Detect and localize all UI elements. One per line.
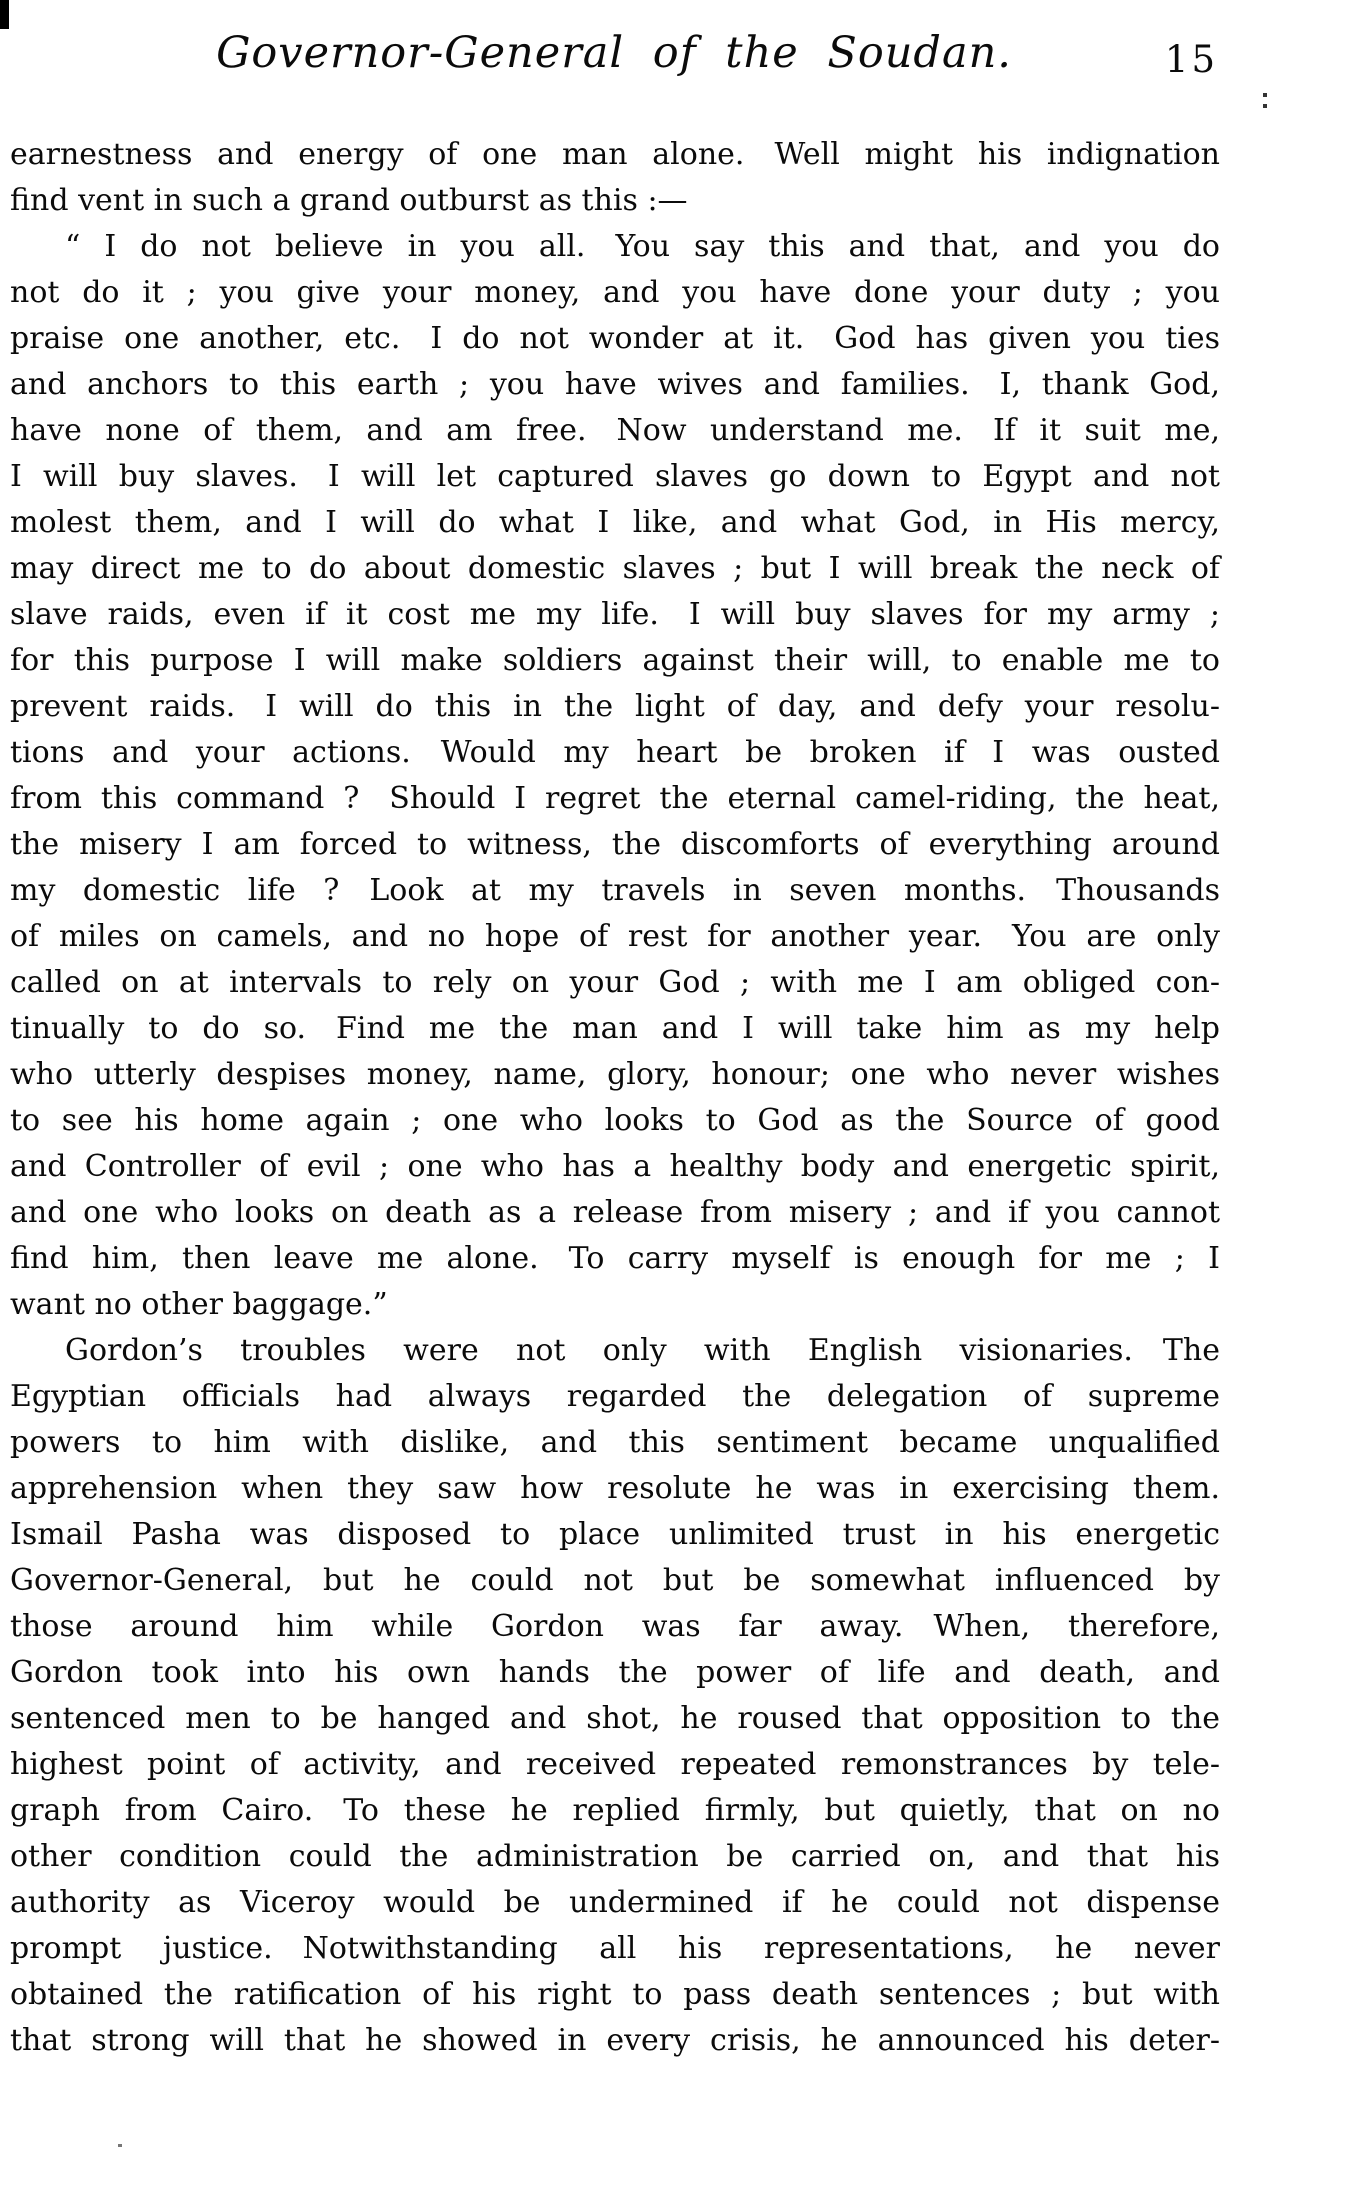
text-line: Gordon’s troubles were not only with English visionaries. The: [65, 1333, 1220, 1368]
scan-artifact-speck: [118, 2144, 122, 2147]
text-line: find him, then leave me alone. To carry myself is enough for me ; I: [10, 1241, 1220, 1276]
text-line: for this purpose I will make soldiers against their will, to enable me to: [10, 643, 1220, 678]
running-header: [8, 24, 1220, 98]
text-line: other condition could the administration be carried on, and that his: [10, 1839, 1220, 1874]
text-line: graph from Cairo. To these he replied firmly, but quietly, that on no: [10, 1793, 1220, 1828]
text-line: highest point of activity, and received repeated remonstrances by tele-: [10, 1747, 1220, 1782]
text-line: the misery I am forced to witness, the discomforts of everything around: [10, 827, 1220, 862]
text-line: tions and your actions. Would my heart be broken if I was ousted: [10, 735, 1220, 770]
text-line: of miles on camels, and no hope of rest for another year. You are only: [10, 919, 1220, 954]
scan-artifact-speck: [1263, 93, 1267, 97]
text-line: called on at intervals to rely on your God ; with me I am obliged con-: [10, 965, 1220, 1000]
text-line: want no other baggage.”: [10, 1287, 388, 1322]
text-line: I will buy slaves. I will let captured slaves go down to Egypt and not: [10, 459, 1220, 494]
text-line: and anchors to this earth ; you have wives and families. I, thank God,: [10, 367, 1220, 402]
text-line: those around him while Gordon was far away. When, therefore,: [10, 1609, 1220, 1644]
text-line: may direct me to do about domestic slaves ; but I will break the neck of: [10, 551, 1220, 586]
text-line: apprehension when they saw how resolute he was in exercising them.: [10, 1471, 1220, 1506]
text-line: Gordon took into his own hands the power of life and death, and: [10, 1655, 1220, 1690]
text-line: Governor-General, but he could not but be somewhat influenced by: [10, 1563, 1220, 1598]
text-line: praise one another, etc. I do not wonder at it. God has given you ties: [10, 321, 1220, 356]
text-line: from this command ? Should I regret the eternal camel-riding, the heat,: [10, 781, 1220, 816]
text-line: obtained the ratification of his right to pass death sentences ; but with: [10, 1977, 1220, 2012]
text-line: molest them, and I will do what I like, and what God, in His mercy,: [10, 505, 1220, 540]
text-line: to see his home again ; one who looks to God as the Source of good: [10, 1103, 1220, 1138]
text-line: that strong will that he showed in every crisis, he announced his deter-: [10, 2023, 1220, 2058]
text-line: have none of them, and am free. Now understand me. If it suit me,: [10, 413, 1220, 448]
text-line: Ismail Pasha was disposed to place unlimited trust in his energetic: [10, 1517, 1220, 1552]
text-line: earnestness and energy of one man alone. Well might his indignation: [10, 137, 1220, 172]
text-line: my domestic life ? Look at my travels in seven months. Thousands: [10, 873, 1220, 908]
text-line: tinually to do so. Find me the man and I will take him as my help: [10, 1011, 1220, 1046]
page-number: 15: [1164, 38, 1218, 81]
body-text: [10, 132, 1220, 2064]
text-line: and Controller of evil ; one who has a healthy body and energetic spirit,: [10, 1149, 1220, 1184]
text-line: sentenced men to be hanged and shot, he roused that opposition to the: [10, 1701, 1220, 1736]
text-line: authority as Viceroy would be undermined if he could not dispense: [10, 1885, 1220, 1920]
text-line: and one who looks on death as a release from misery ; and if you cannot: [10, 1195, 1220, 1230]
text-line: powers to him with dislike, and this sentiment became unqualified: [10, 1425, 1220, 1460]
text-line: prevent raids. I will do this in the light of day, and defy your resolu-: [10, 689, 1220, 724]
text-line: slave raids, even if it cost me my life. I will buy slaves for my army ;: [10, 597, 1220, 632]
text-line: Egyptian officials had always regarded the delegation of supreme: [10, 1379, 1220, 1414]
text-line: not do it ; you give your money, and you have done your duty ; you: [10, 275, 1220, 310]
text-line: who utterly despises money, name, glory, honour; one who never wishes: [10, 1057, 1220, 1092]
text-line: find vent in such a grand outburst as this :—: [10, 183, 688, 218]
page-title: Governor-General of the Soudan.: [216, 28, 1012, 78]
text-line: prompt justice. Notwithstanding all his representations, he never: [10, 1931, 1220, 1966]
text-line: “ I do not believe in you all. You say this and that, and you do: [65, 229, 1220, 264]
